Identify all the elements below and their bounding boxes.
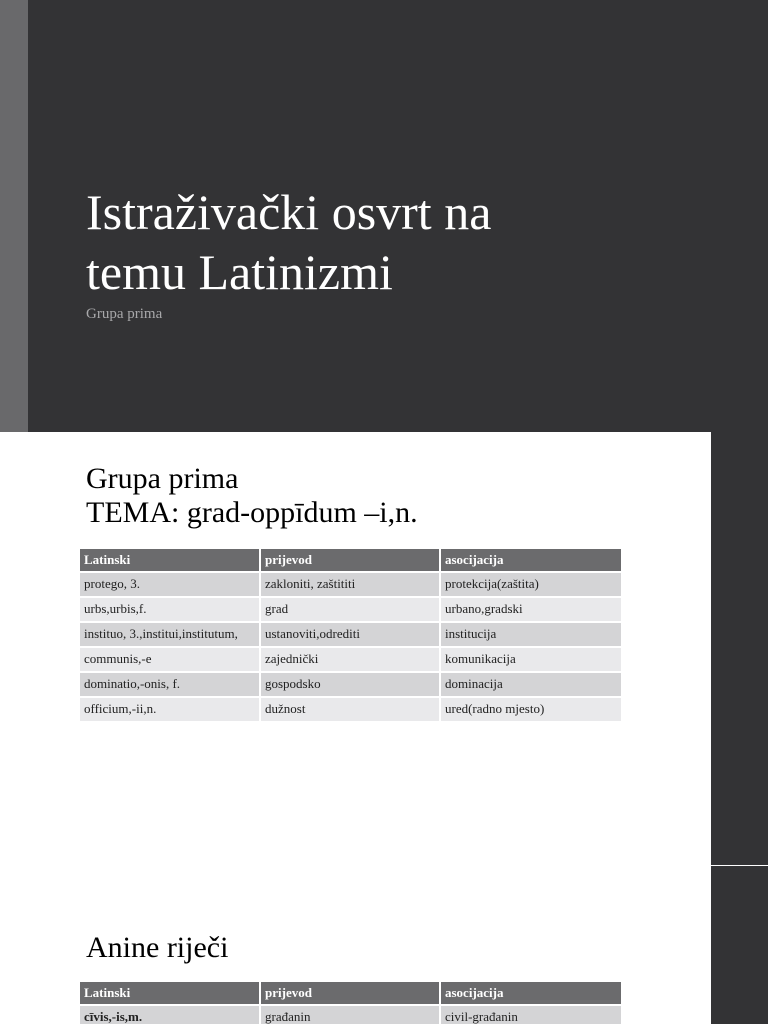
cell-latinski: officium,-ii,n. — [80, 697, 260, 721]
cell-asocijacija: civil-građanin — [440, 1005, 621, 1024]
cell-latinski: dominatio,-onis, f. — [80, 672, 260, 697]
cell-prijevod: zakloniti, zaštititi — [260, 572, 440, 597]
vocabulary-table-1 — [80, 549, 621, 721]
column-header-prijevod: prijevod — [260, 982, 440, 1005]
table-row — [80, 597, 621, 622]
cell-latinski: instituo, 3.,institui,institutum, — [80, 622, 260, 647]
table-row — [80, 1005, 621, 1024]
cell-prijevod: građanin — [260, 1005, 440, 1024]
cell-latinski: communis,-e — [80, 647, 260, 672]
slide-title — [86, 182, 706, 302]
slide2-heading — [86, 462, 418, 530]
slide2-heading-line1: Grupa prima — [86, 462, 239, 495]
slide3-heading: Anine riječi — [86, 931, 229, 964]
table-header-row — [80, 982, 621, 1005]
slide2-heading-line2: TEMA: grad-oppīdum –i,n. — [86, 496, 418, 529]
column-header-asocijacija: asocijacija — [440, 549, 621, 572]
table-header-row — [80, 549, 621, 572]
table-row — [80, 672, 621, 697]
slide-subtitle: Grupa prima — [86, 306, 163, 322]
vocabulary-table-2 — [80, 982, 621, 1024]
cell-prijevod: grad — [260, 597, 440, 622]
slide-title-line2: temu Latinizmi — [86, 244, 393, 300]
cell-latinski: protego, 3. — [80, 572, 260, 597]
table-row — [80, 572, 621, 597]
cell-prijevod: ustanoviti,odrediti — [260, 622, 440, 647]
vocabulary-slide-1 — [0, 432, 711, 865]
cell-asocijacija: dominacija — [440, 672, 621, 697]
cell-asocijacija: urbano,gradski — [440, 597, 621, 622]
title-slide — [0, 0, 768, 432]
slide-title-line1: Istraživački osvrt na — [86, 184, 492, 240]
cell-asocijacija: ured(radno mjesto) — [440, 697, 621, 721]
table-row — [80, 622, 621, 647]
right-dark-panel — [711, 432, 768, 1024]
column-header-latinski: Latinski — [80, 982, 260, 1005]
cell-prijevod: gospodsko — [260, 672, 440, 697]
table-row — [80, 647, 621, 672]
cell-latinski: cīvis,-is,m. — [80, 1005, 260, 1024]
table-row — [80, 697, 621, 721]
cell-prijevod: zajednički — [260, 647, 440, 672]
cell-asocijacija: protekcija(zaštita) — [440, 572, 621, 597]
column-header-asocijacija: asocijacija — [440, 982, 621, 1005]
vocabulary-slide-2 — [0, 866, 711, 1024]
panel-divider — [711, 865, 768, 866]
cell-asocijacija: komunikacija — [440, 647, 621, 672]
cell-asocijacija: institucija — [440, 622, 621, 647]
column-header-latinski: Latinski — [80, 549, 260, 572]
cell-latinski: urbs,urbis,f. — [80, 597, 260, 622]
column-header-prijevod: prijevod — [260, 549, 440, 572]
cell-prijevod: dužnost — [260, 697, 440, 721]
slide-accent-bar — [0, 0, 28, 432]
